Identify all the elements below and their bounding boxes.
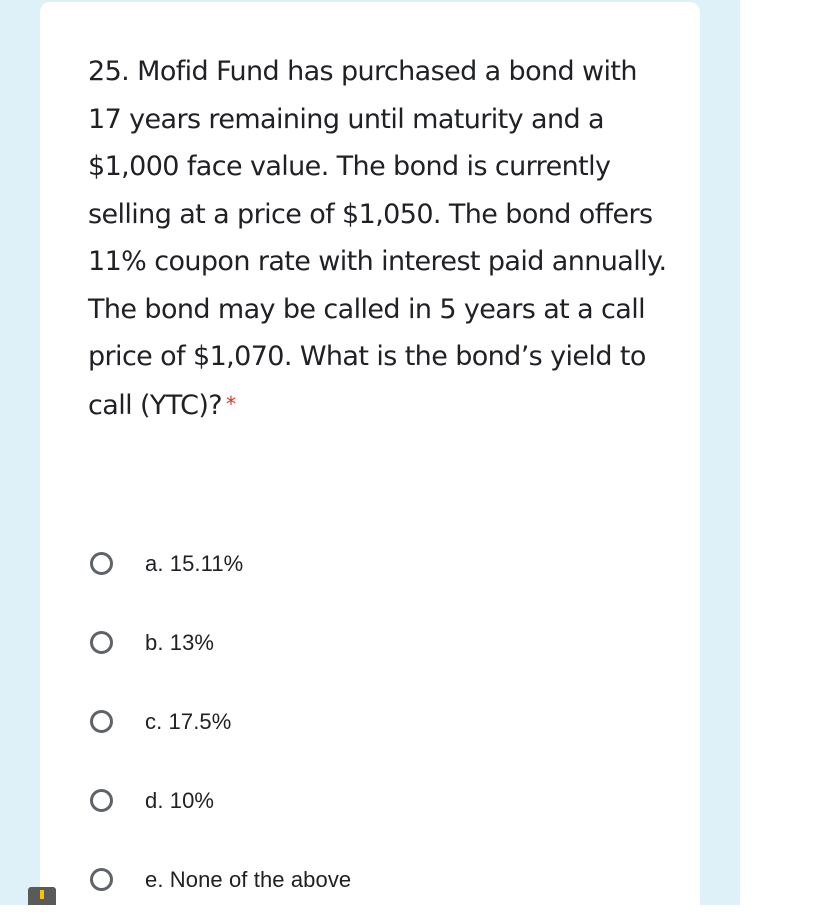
option-c[interactable] [90,682,670,761]
option-d[interactable] [90,761,670,840]
radio-button-icon[interactable] [90,552,113,575]
answer-options [90,524,670,919]
option-e[interactable] [90,840,670,919]
radio-button-icon[interactable] [90,789,113,812]
option-label[interactable]: d. 10% [145,787,215,813]
option-label[interactable]: e. None of the above [145,866,352,892]
question-card [40,2,700,905]
radio-button-icon[interactable] [90,631,113,654]
question-text: 25. Mofid Fund has purchased a bond with 17 years remaining until maturity and a $1,000 face value. The bond is currently selling at a price of $1,050. The bond offers 11% coupon rate with interest paid annually. The bond may be called in 5 years at a call price of $1,070. What is the bond’s yield to call (YTC)? [88,56,667,421]
question-text-block [88,48,668,429]
option-b[interactable] [90,603,670,682]
radio-button-icon[interactable] [90,710,113,733]
option-label[interactable]: c. 17.5% [145,708,232,734]
option-a[interactable] [90,524,670,603]
exclamation-badge-icon [28,887,56,905]
exclamation-mark-icon [40,890,44,899]
option-label[interactable]: a. 15.11% [145,550,244,576]
required-asterisk: * [226,391,236,416]
option-label[interactable]: b. 13% [145,629,215,655]
radio-button-icon[interactable] [90,868,113,891]
